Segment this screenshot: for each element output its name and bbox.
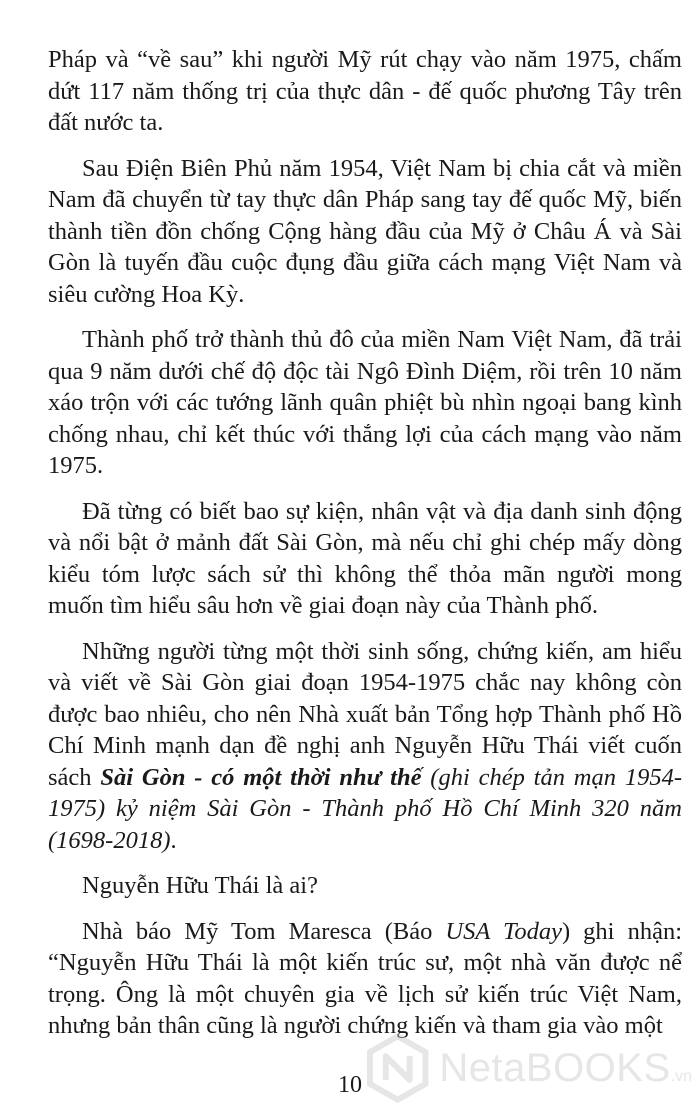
- page-number: 10: [338, 1072, 362, 1098]
- paragraph: [48, 153, 682, 311]
- paragraph: [48, 496, 682, 622]
- watermark-suffix: .vn: [670, 1068, 692, 1085]
- text-run: Đã từng có biết bao sự kiện, nhân vật và địa danh sinh động và nổi bật ở mảnh đất Sài Gòn, mà nếu chỉ ghi chép mấy dòng kiểu tóm lược sách sử thì không thể thỏa mãn người mong muốn tìm hiểu sâu hơn về giai đoạn này của Thành phố.: [48, 497, 682, 619]
- text-run: ) ghi nhận: “Nguyễn Hữu Thái là một kiến trúc sư, một nhà văn được nể trọng. Ông là một chuyên gia về lịch sử kiến trúc Việt Nam, nhưng bản thân cũng là người chứng kiến và tham gia vào một: [48, 917, 682, 1039]
- paragraph: [48, 870, 682, 902]
- paragraph: [48, 44, 682, 139]
- text-run: Sau Điện Biên Phủ năm 1954, Việt Nam bị chia cắt và miền Nam đã chuyển từ tay thực dân Pháp sang tay đế quốc Mỹ, biến thành tiền đồn chống Cộng hàng đầu của Mỹ ở Châu Á và Sài Gòn là tuyến đầu cuộc đụng đầu giữa cách mạng Việt Nam và siêu cường Hoa Kỳ.: [48, 154, 682, 308]
- text-run: (ghi chép tản mạn 1954-1975) kỷ niệm Sài Gòn - Thành phố Hồ Chí Minh 320 năm (1698-2018): [48, 763, 682, 854]
- paragraph: [48, 636, 682, 857]
- text-run: Thành phố trở thành thủ đô của miền Nam Việt Nam, đã trải qua 9 năm dưới chế độ độc tài Ngô Đình Diệm, rồi trên 10 năm xáo trộn với các tướng lãnh quân phiệt bù nhìn ngoại bang kình chống nhau, chỉ kết thúc với thắng lợi của cách mạng vào năm 1975.: [48, 326, 682, 479]
- netabooks-logo-icon: [362, 1032, 433, 1104]
- watermark-brand: NetaBOOKS: [439, 1045, 671, 1090]
- text-run: .: [170, 826, 177, 854]
- text-run: Pháp và “về sau” khi người Mỹ rút chạy vào năm 1975, chấm dứt 117 năm thống trị của thực dân - đế quốc phương Tây trên đất nước ta.: [48, 46, 682, 136]
- watermark: [362, 1020, 692, 1116]
- text-run: USA Today: [445, 917, 562, 945]
- text-run: Nhà báo Mỹ Tom Maresca (Báo: [82, 917, 446, 945]
- page-body: [48, 44, 682, 1056]
- text-run: Những người từng một thời sinh sống, chứng kiến, am hiểu và viết về Sài Gòn giai đoạn 1954-1975 chắc nay không còn được bao nhiêu, cho nên Nhà xuất bản Tổng hợp Thành phố Hồ Chí Minh mạnh dạn đề nghị anh Nguyễn Hữu Thái viết cuốn sách: [48, 637, 682, 791]
- text-run: Nguyễn Hữu Thái là ai?: [82, 872, 318, 899]
- text-run: Sài Gòn - có một thời như thế: [100, 763, 422, 791]
- paragraph: [48, 324, 682, 482]
